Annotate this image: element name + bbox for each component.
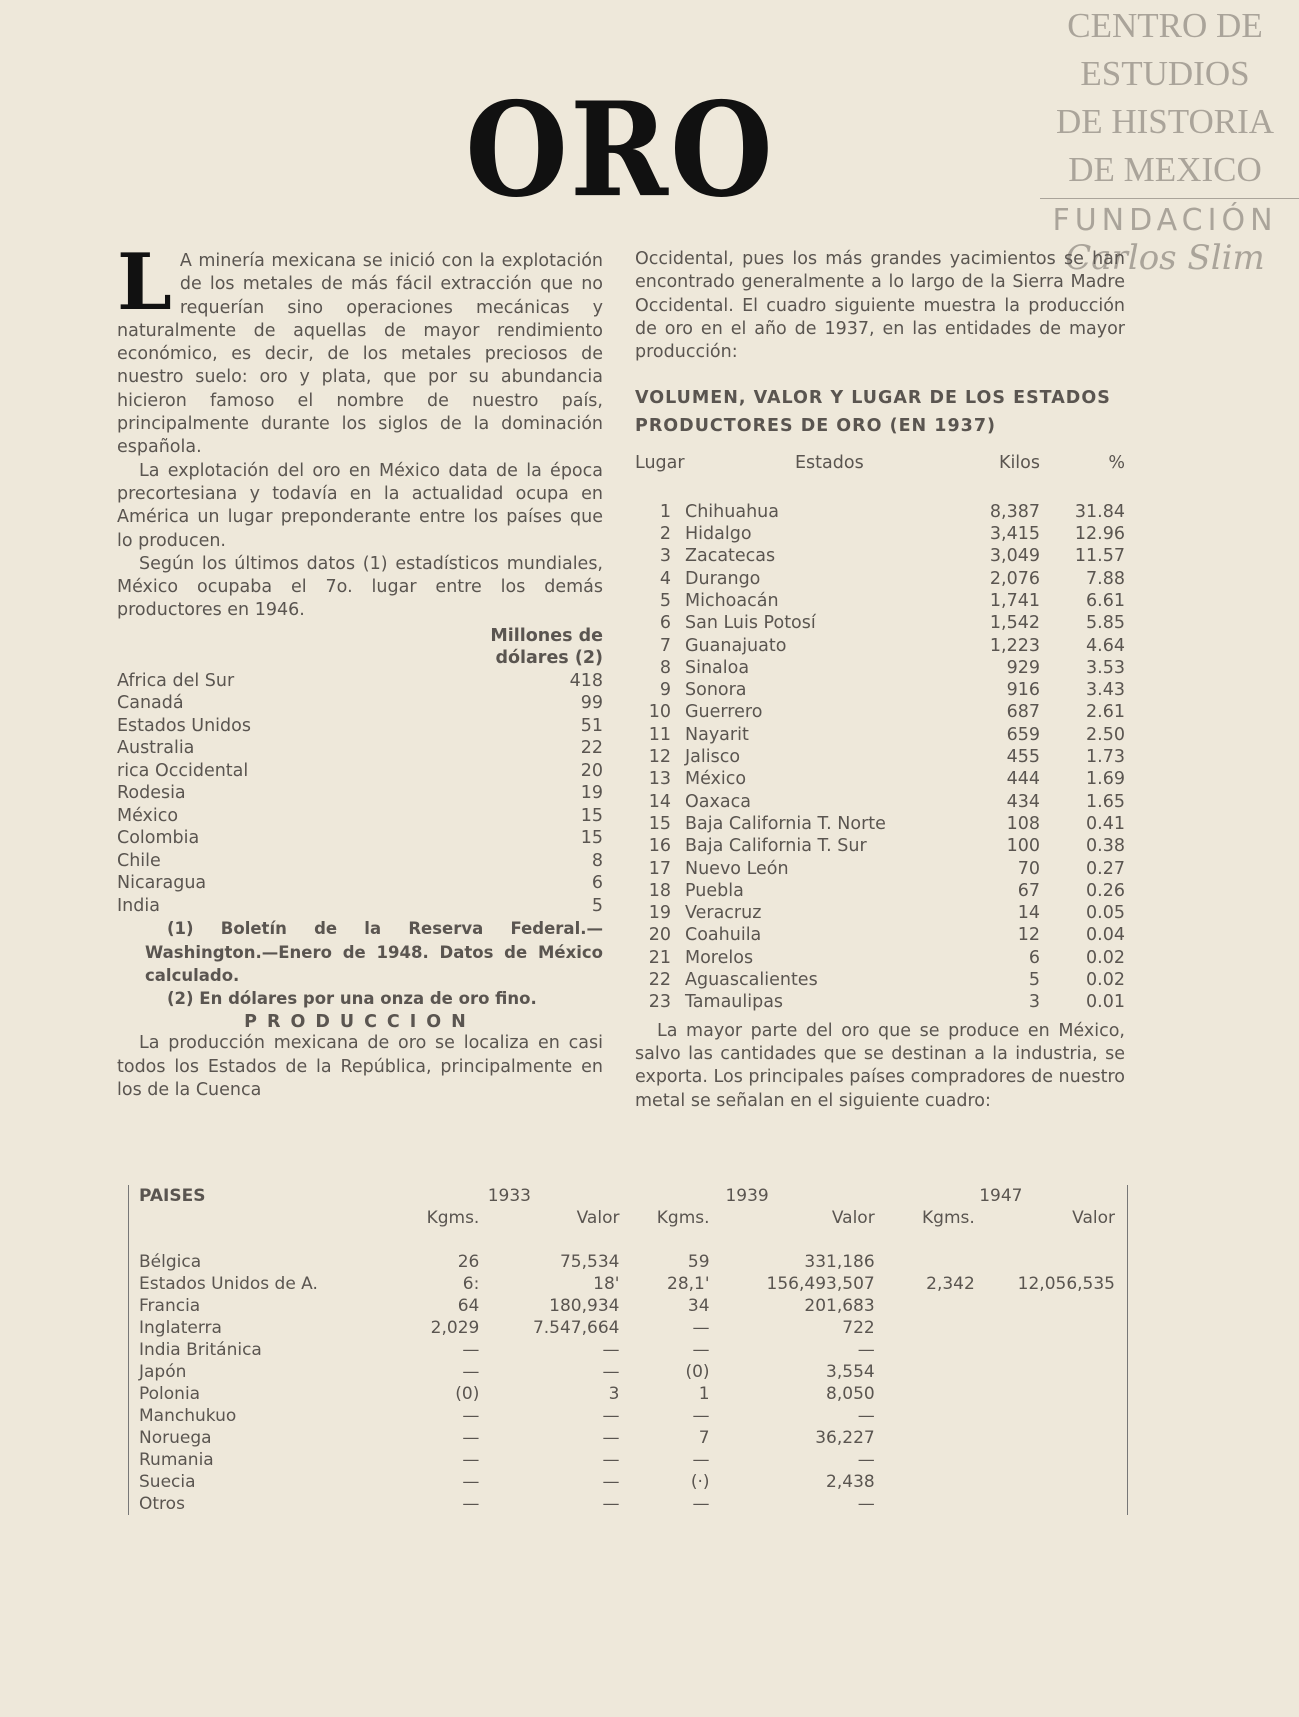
state-name: Guanajuato [685, 635, 787, 656]
rank: 21 [648, 947, 671, 968]
kilos: 929 [1006, 657, 1040, 678]
value [975, 1339, 1128, 1361]
state-name: Nayarit [685, 724, 749, 745]
value: 156,493,507 [766, 1274, 875, 1294]
country-name: Australia [117, 738, 195, 759]
kilos: 3,415 [989, 524, 1040, 545]
value: — [462, 1406, 480, 1426]
percent: 4.64 [1086, 635, 1125, 656]
value [875, 1493, 975, 1515]
percent: 0.38 [1086, 836, 1125, 857]
table-row [635, 746, 1125, 768]
country-name: Rodesia [117, 783, 186, 804]
value: — [692, 1406, 710, 1426]
kilos: 3,049 [989, 546, 1040, 567]
percent: 12.96 [1074, 524, 1125, 545]
table-row [635, 835, 1125, 857]
table-row [117, 782, 603, 805]
table-row [117, 760, 603, 783]
value: 1 [698, 1384, 710, 1404]
value: 51 [580, 715, 603, 736]
value: (0) [685, 1362, 710, 1382]
table-row [635, 991, 1125, 1013]
table-row [129, 1449, 1128, 1471]
value: — [462, 1340, 480, 1360]
kilos: 1,741 [989, 590, 1040, 611]
percent: 6.61 [1086, 590, 1125, 611]
rank: 14 [648, 791, 671, 812]
percent: 1.65 [1086, 791, 1125, 812]
stamp-line: ESTUDIOS [1080, 54, 1250, 93]
column-header: PAISES [139, 1186, 206, 1206]
stamp-fundacion: FUNDACIÓN [1052, 203, 1278, 238]
value: 64 [457, 1296, 480, 1316]
rank: 23 [648, 992, 671, 1013]
rank: 11 [648, 724, 671, 745]
value: — [692, 1494, 710, 1514]
kilos: 14 [1017, 903, 1040, 924]
column-header: Kgms. [656, 1208, 710, 1228]
right-column [635, 248, 1125, 1113]
column-header: dólares (2) [495, 648, 603, 669]
state-name: Nuevo León [685, 858, 789, 879]
table-row [117, 805, 603, 828]
state-name: Guerrero [685, 702, 763, 723]
table-row [635, 813, 1125, 835]
state-name: Oaxaca [685, 791, 751, 812]
value: (0) [455, 1384, 480, 1404]
table-row [129, 1427, 1128, 1449]
value: 99 [580, 693, 603, 714]
value [975, 1471, 1128, 1493]
table-row [117, 872, 603, 895]
rank: 9 [659, 680, 671, 701]
percent: 0.05 [1086, 903, 1125, 924]
table-row [635, 501, 1125, 523]
rank: 4 [659, 568, 671, 589]
drop-cap: L [117, 237, 172, 328]
kilos: 2,076 [989, 568, 1040, 589]
state-name: Sonora [685, 680, 747, 701]
state-name: Chihuahua [685, 501, 779, 522]
country-name: Suecia [139, 1472, 196, 1492]
footnote: (1) Boletín de la Reserva Federal.—Washington.—Enero de 1948. Datos de México calculado. [145, 919, 603, 985]
column-header: % [1108, 453, 1125, 474]
table-row [635, 701, 1125, 723]
table-row [117, 692, 603, 715]
country-name: Otros [139, 1494, 185, 1514]
table-row [635, 523, 1125, 545]
table-row [117, 737, 603, 760]
value: 34 [687, 1296, 710, 1316]
column-header: Lugar [635, 453, 685, 474]
value: — [602, 1472, 620, 1492]
country-name: rica Occidental [117, 760, 249, 781]
state-name: Jalisco [685, 747, 741, 768]
paragraph: La explotación del oro en México data de la época precortesiana y todavía en la actualidad ocupa en América un lugar preponderante entre los países que lo producen. [117, 460, 603, 551]
kilos: 108 [1006, 813, 1040, 834]
column-header: Estados [795, 453, 864, 474]
percent: 31.84 [1074, 501, 1125, 522]
year-header: 1947 [979, 1186, 1023, 1206]
percent: 7.88 [1086, 568, 1125, 589]
value: 19 [580, 783, 603, 804]
kilos: 6 [1028, 947, 1040, 968]
table-row [117, 670, 603, 693]
table-row [635, 612, 1125, 634]
value [875, 1295, 975, 1317]
value: 5 [591, 895, 603, 916]
column-header: Kilos [998, 453, 1040, 474]
country-name: México [117, 805, 179, 826]
rank: 5 [659, 590, 671, 611]
table-row [129, 1493, 1128, 1515]
value [875, 1405, 975, 1427]
value: — [602, 1450, 620, 1470]
value: 3 [608, 1384, 620, 1404]
state-name: Puebla [685, 880, 744, 901]
value: 18' [593, 1274, 620, 1294]
country-name: Inglaterra [139, 1318, 222, 1338]
table-row [635, 545, 1125, 567]
country-name: India [117, 895, 160, 916]
country-name: Nicaragua [117, 873, 207, 894]
value [875, 1317, 975, 1339]
percent: 0.26 [1086, 880, 1125, 901]
rank: 8 [659, 657, 671, 678]
value: 22 [580, 738, 603, 759]
world-producers-table [117, 625, 603, 918]
table-row [635, 679, 1125, 701]
value [975, 1493, 1128, 1515]
rank: 12 [648, 747, 671, 768]
value: 2,438 [826, 1472, 875, 1492]
table-row [129, 1405, 1128, 1427]
rank: 17 [648, 858, 671, 879]
value: 7 [698, 1428, 710, 1448]
state-name: San Luis Potosí [685, 613, 816, 634]
value: 2,029 [430, 1318, 480, 1338]
kilos: 3 [1028, 992, 1040, 1013]
state-name: Coahuila [685, 925, 762, 946]
table-row [635, 902, 1125, 924]
value: 2,342 [926, 1274, 975, 1294]
value: 180,934 [549, 1296, 620, 1316]
table-row [635, 858, 1125, 880]
country-name: Rumania [139, 1450, 214, 1470]
stamp-line: DE HISTORIA [1055, 102, 1275, 141]
value [975, 1427, 1128, 1449]
table-row [635, 724, 1125, 746]
value: 8,050 [826, 1384, 875, 1404]
state-name: Tamaulipas [685, 992, 784, 1013]
value [975, 1383, 1128, 1405]
value: 26 [457, 1252, 480, 1272]
table-row [129, 1361, 1128, 1383]
value: — [602, 1362, 620, 1382]
value: — [462, 1472, 480, 1492]
year-header: 1939 [725, 1186, 769, 1206]
table-row [117, 827, 603, 850]
value: — [857, 1340, 875, 1360]
state-name: Morelos [685, 947, 754, 968]
state-name: Baja California T. Sur [685, 836, 867, 857]
value: — [462, 1428, 480, 1448]
states-table [635, 452, 1125, 1013]
value [975, 1361, 1128, 1383]
value: — [602, 1406, 620, 1426]
state-name: Sinaloa [685, 657, 750, 678]
value [975, 1449, 1128, 1471]
table-row [129, 1471, 1128, 1493]
state-name: Hidalgo [685, 524, 752, 545]
paragraph: Según los últimos datos (1) estadísticos mundiales, México ocupaba el 7o. lugar entre los demás productores en 1946. [117, 553, 603, 621]
value [875, 1471, 975, 1493]
value: 3,554 [826, 1362, 875, 1382]
value [975, 1317, 1128, 1339]
value: — [462, 1362, 480, 1382]
value [875, 1383, 975, 1405]
value: — [857, 1406, 875, 1426]
country-name: Chile [117, 850, 161, 871]
table-row [635, 969, 1125, 991]
value: — [462, 1494, 480, 1514]
state-name: México [685, 769, 747, 790]
percent: 2.50 [1086, 724, 1125, 745]
value: — [692, 1450, 710, 1470]
kilos: 1,223 [989, 635, 1040, 656]
percent: 3.53 [1086, 657, 1125, 678]
footnote: (2) En dólares por una onza de oro fino. [167, 989, 537, 1009]
value: — [602, 1428, 620, 1448]
country-name: Canadá [117, 693, 184, 714]
percent: 0.27 [1086, 858, 1125, 879]
section-heading: PRODUCCION [244, 1012, 476, 1033]
left-column [117, 237, 603, 1102]
value [875, 1427, 975, 1449]
country-name: Francia [139, 1296, 201, 1316]
country-name: Manchukuo [139, 1406, 237, 1426]
value: 201,683 [804, 1296, 875, 1316]
value: 59 [687, 1252, 710, 1272]
value: 15 [580, 805, 603, 826]
value: 418 [569, 670, 603, 691]
paragraph: A minería mexicana se inició con la explotación de los metales de más fácil extracción que no requerían sino operaciones mecánicas y naturalmente de aquellas de mayor rendimiento económico, es decir, de los metales preciosos de nuestro suelo: oro y plata, que por su abundancia hicieron famoso el nombre de nuestro país, principalmente durante los siglos de la dominación española. [117, 251, 603, 458]
state-name: Baja California T. Norte [685, 813, 886, 834]
stamp-line: CENTRO DE [1067, 6, 1263, 45]
rank: 1 [659, 501, 671, 522]
percent: 3.43 [1086, 680, 1125, 701]
rank: 13 [648, 769, 671, 790]
table-row [117, 850, 603, 873]
column-header: Valor [1072, 1208, 1115, 1228]
page-title: ORO [465, 73, 775, 226]
value [875, 1339, 975, 1361]
table-row [129, 1339, 1128, 1361]
kilos: 8,387 [989, 501, 1040, 522]
column-header: Valor [831, 1208, 875, 1228]
value: — [857, 1494, 875, 1514]
buyers-table [128, 1185, 1128, 1515]
value: — [857, 1450, 875, 1470]
rank: 16 [648, 836, 671, 857]
value: 6 [591, 873, 603, 894]
rank: 10 [648, 702, 671, 723]
rank: 3 [659, 546, 671, 567]
table-row [635, 947, 1125, 969]
country-name: Japón [139, 1362, 187, 1382]
value: 12,056,535 [1017, 1274, 1115, 1294]
value: 75,534 [559, 1252, 620, 1272]
rank: 2 [659, 524, 671, 545]
value: 6: [462, 1274, 480, 1294]
kilos: 444 [1006, 769, 1040, 790]
percent: 0.41 [1086, 813, 1125, 834]
table-row [635, 568, 1125, 590]
value: — [692, 1318, 710, 1338]
paragraph: Occidental, pues los más grandes yacimientos se han encontrado generalmente a lo largo de la Sierra Madre Occidental. El cuadro siguiente muestra la producción de oro en el año de 1937, en las entidades de mayor producción: [635, 249, 1125, 363]
value [875, 1449, 975, 1471]
value: 15 [580, 828, 603, 849]
rank: 22 [648, 970, 671, 991]
table-row [129, 1383, 1128, 1405]
percent: 0.02 [1086, 947, 1125, 968]
value [875, 1251, 975, 1273]
column-header: Valor [576, 1208, 620, 1228]
value [975, 1405, 1128, 1427]
table-row [635, 791, 1125, 813]
table-row [635, 924, 1125, 946]
value: 722 [842, 1318, 875, 1338]
value [975, 1295, 1128, 1317]
table-row [117, 895, 603, 918]
percent: 0.01 [1086, 992, 1125, 1013]
kilos: 12 [1017, 925, 1040, 946]
kilos: 70 [1017, 858, 1040, 879]
rank: 20 [648, 925, 671, 946]
value: 36,227 [815, 1428, 875, 1448]
rank: 6 [659, 613, 671, 634]
kilos: 659 [1006, 724, 1040, 745]
country-name: Bélgica [139, 1252, 202, 1272]
table-row [635, 768, 1125, 790]
value: — [602, 1494, 620, 1514]
kilos: 455 [1006, 747, 1040, 768]
percent: 1.73 [1086, 747, 1125, 768]
table-row [129, 1295, 1128, 1317]
paragraph: La mayor parte del oro que se produce en México, salvo las cantidades que se destinan a la industria, se exporta. Los principales países compradores de nuestro metal se señalan en el siguiente cuadro: [635, 1020, 1125, 1111]
country-name: Estados Unidos [117, 715, 251, 736]
value [875, 1361, 975, 1383]
country-name: India Británica [139, 1340, 262, 1360]
country-name: Noruega [139, 1428, 212, 1448]
table-title: VOLUMEN, VALOR Y LUGAR DE LOS ESTADOS PRODUCTORES DE ORO (EN 1937) [635, 388, 1111, 437]
state-name: Zacatecas [685, 546, 776, 567]
column-header: Millones de [490, 625, 603, 646]
kilos: 434 [1006, 791, 1040, 812]
table-row [129, 1251, 1128, 1273]
country-name: Polonia [139, 1384, 201, 1404]
country-name: Colombia [117, 828, 200, 849]
value: — [602, 1340, 620, 1360]
kilos: 687 [1006, 702, 1040, 723]
percent: 5.85 [1086, 613, 1125, 634]
state-name: Aguascalientes [685, 970, 818, 991]
country-name: Africa del Sur [117, 670, 235, 691]
state-name: Michoacán [685, 590, 779, 611]
table-row [635, 880, 1125, 902]
value: 7.547,664 [532, 1318, 620, 1338]
value: 20 [580, 760, 603, 781]
state-name: Veracruz [685, 903, 762, 924]
value: — [462, 1450, 480, 1470]
value: — [692, 1340, 710, 1360]
column-header: Kgms. [922, 1208, 975, 1228]
value: 8 [591, 850, 603, 871]
kilos: 100 [1006, 836, 1040, 857]
table-row [117, 715, 603, 738]
kilos: 916 [1006, 680, 1040, 701]
value: (·) [690, 1472, 710, 1492]
table-row [635, 657, 1125, 679]
value: 28,1' [667, 1274, 710, 1294]
column-header: Kgms. [426, 1208, 480, 1228]
table-row [129, 1317, 1128, 1339]
rank: 7 [659, 635, 671, 656]
rank: 18 [648, 880, 671, 901]
table-row [635, 590, 1125, 612]
value: 331,186 [804, 1252, 875, 1272]
paragraph: La producción mexicana de oro se localiza en casi todos los Estados de la República, principalmente en los de la Cuenca [117, 1033, 603, 1101]
kilos: 5 [1028, 970, 1040, 991]
percent: 0.04 [1086, 925, 1125, 946]
rank: 19 [648, 903, 671, 924]
kilos: 1,542 [989, 613, 1040, 634]
table-row [635, 635, 1125, 657]
table-row [129, 1273, 1128, 1295]
percent: 0.02 [1086, 970, 1125, 991]
percent: 11.57 [1074, 546, 1125, 567]
percent: 2.61 [1086, 702, 1125, 723]
country-name: Estados Unidos de A. [139, 1274, 318, 1294]
stamp-line: DE MEXICO [1068, 150, 1262, 189]
percent: 1.69 [1086, 769, 1125, 790]
value [975, 1251, 1128, 1273]
kilos: 67 [1017, 880, 1040, 901]
rank: 15 [648, 813, 671, 834]
stamp-signature: Carlos Slim [1065, 238, 1265, 278]
year-header: 1933 [487, 1186, 531, 1206]
state-name: Durango [685, 568, 761, 589]
